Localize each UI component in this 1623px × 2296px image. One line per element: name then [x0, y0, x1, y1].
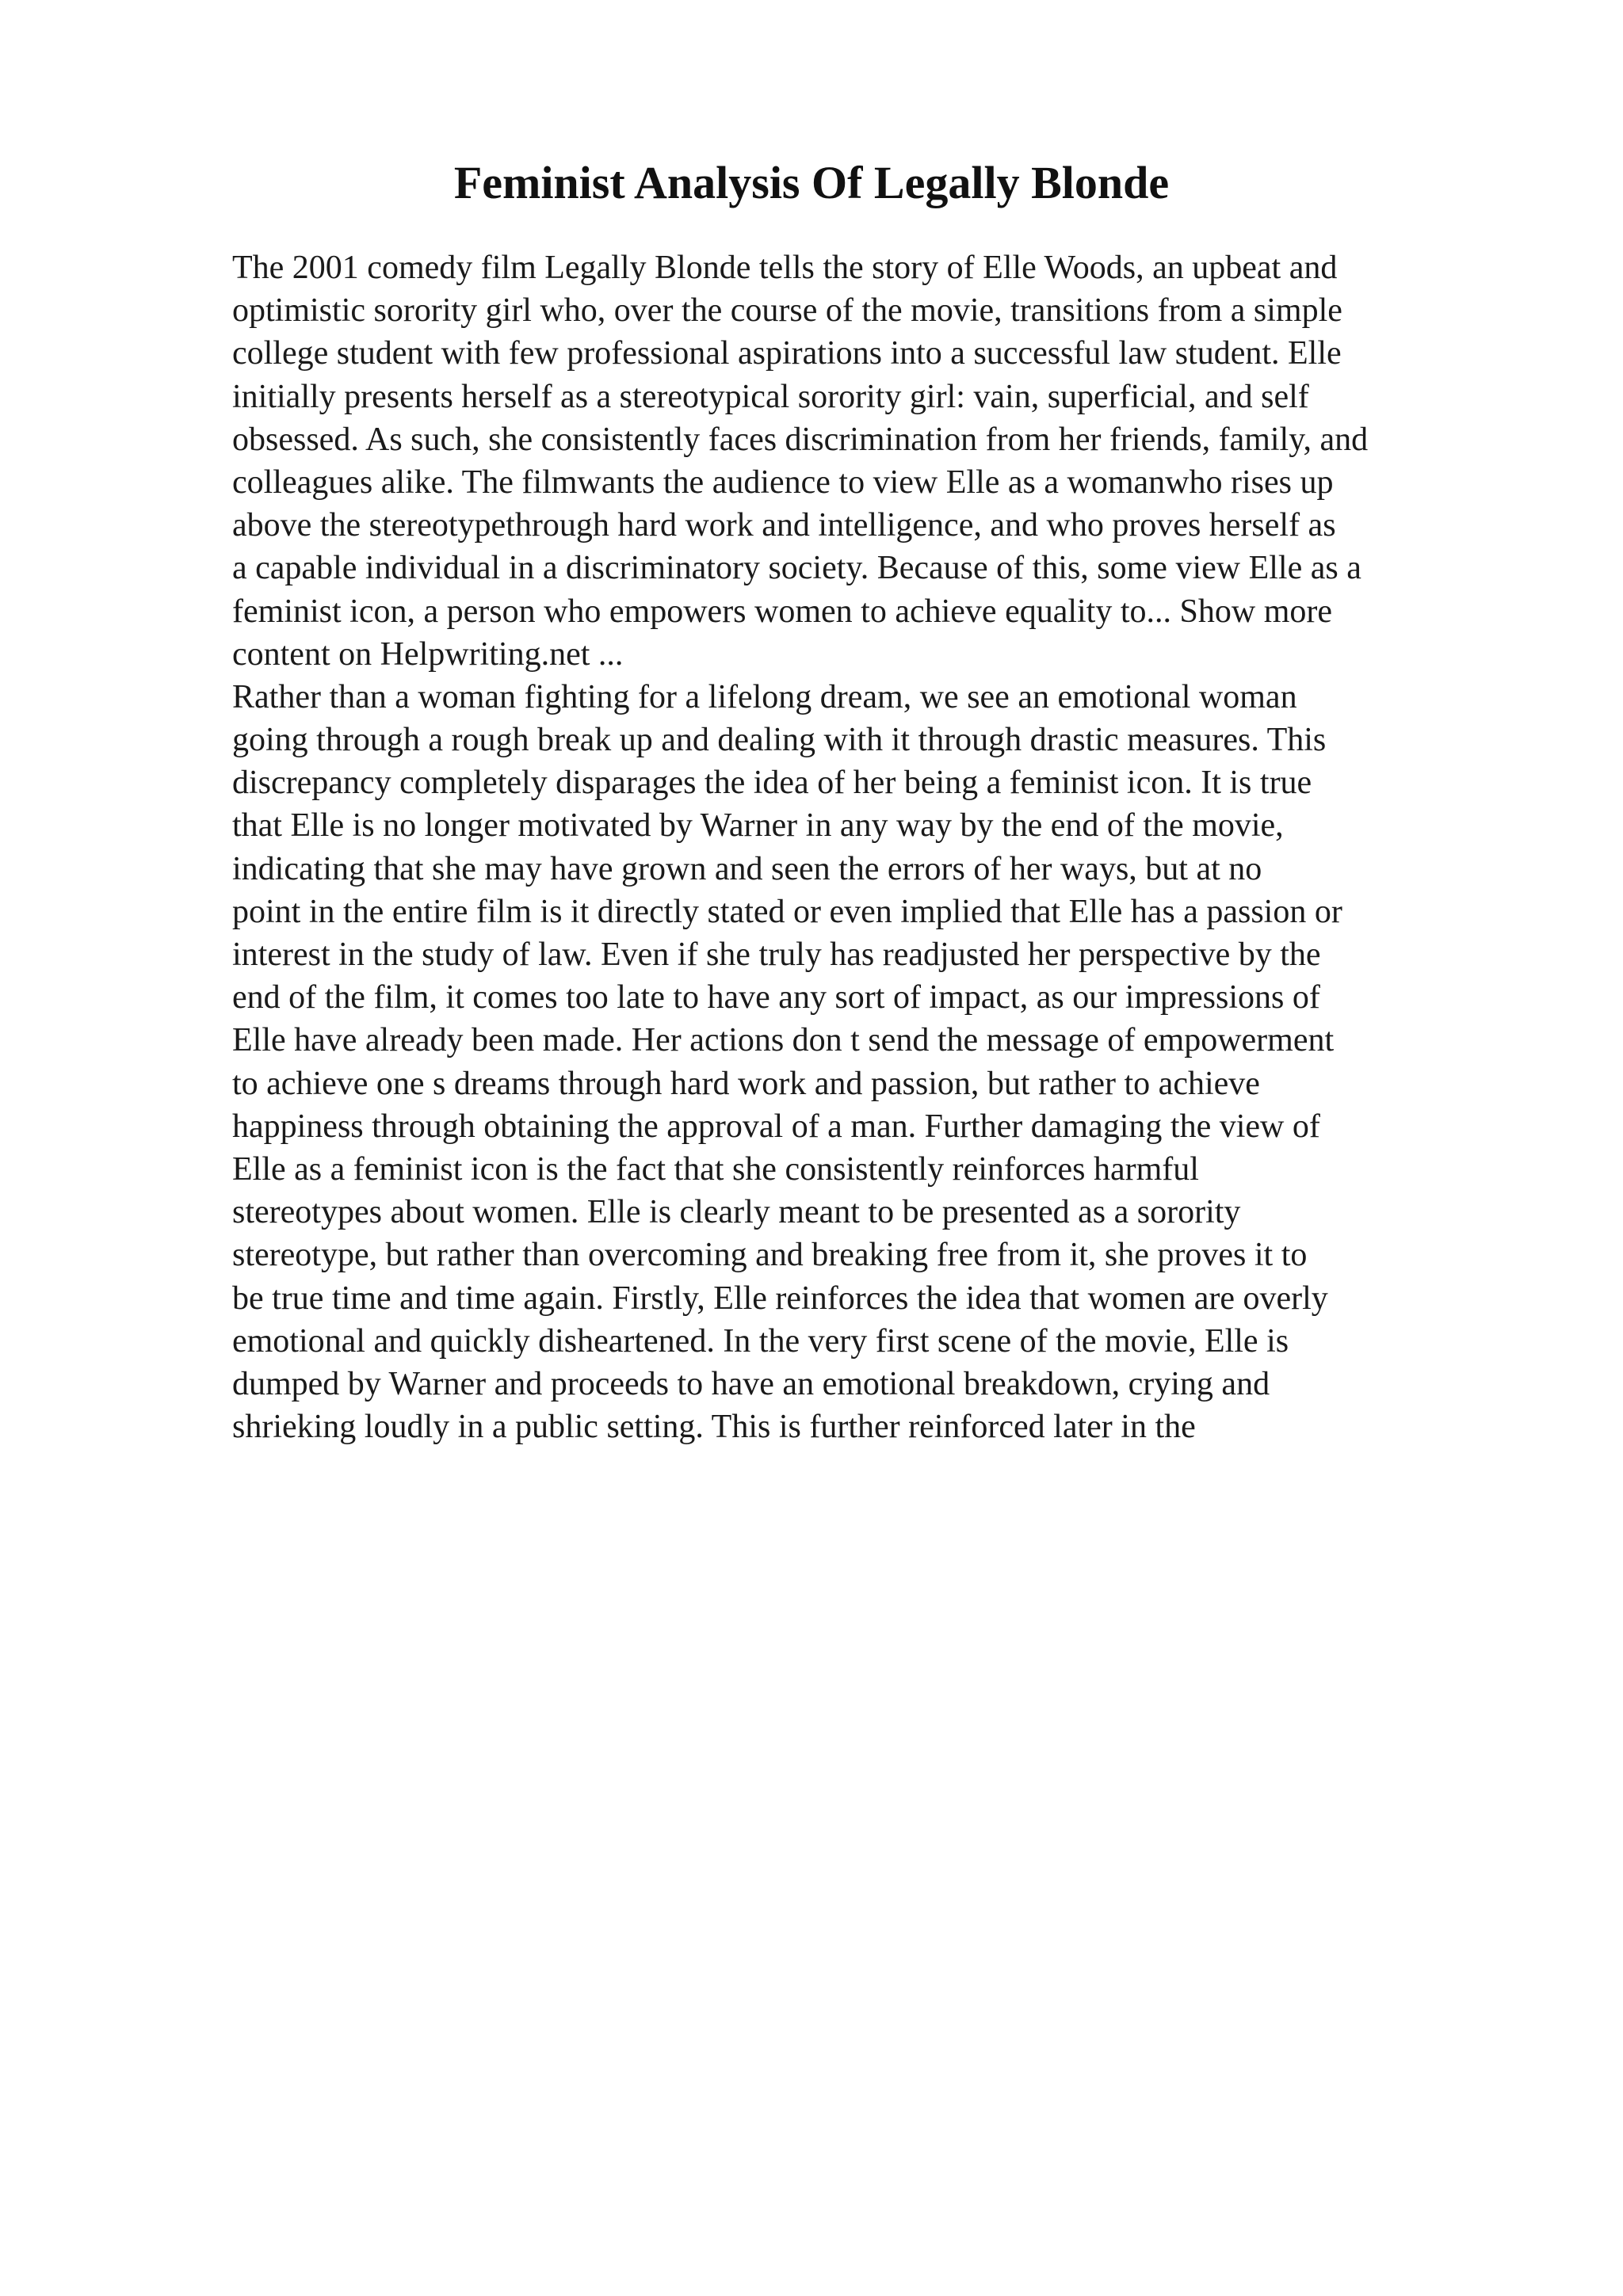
text-line: discrepancy completely disparages the idea of her being a feminist icon. It is true: [232, 765, 1312, 802]
text-line: Elle as a feminist icon is the fact that she consistently reinforces harmful: [232, 1150, 1199, 1188]
text-line: happiness through obtaining the approval of a man. Further damaging the view of: [232, 1108, 1320, 1145]
text-line: stereotype, but rather than overcoming and breaking free from it, she proves it to: [232, 1237, 1308, 1274]
text-line: point in the entire film is it directly stated or even implied that Elle has a passion or: [232, 893, 1342, 930]
text-line: stereotypes about women. Elle is clearly meant to be presented as a sorority: [232, 1194, 1241, 1231]
text-line: Rather than a woman fighting for a lifelong dream, we see an emotional woman: [232, 678, 1297, 715]
text-line: that Elle is no longer motivated by Warner in any way by the end of the movie,: [232, 807, 1284, 845]
text-line: content on Helpwriting.net ...: [232, 635, 624, 673]
text-line: initially presents herself as a stereotypical sorority girl: vain, superficial, and self: [232, 378, 1309, 415]
text-line: above the stereotypethrough hard work and intelligence, and who proves herself as: [232, 507, 1336, 544]
text-line: end of the film, it comes too late to have any sort of impact, as our impressions of: [232, 979, 1320, 1016]
text-line: a capable individual in a discriminatory society. Because of this, some view Elle as a: [232, 550, 1361, 587]
text-line: obsessed. As such, she consistently faces discrimination from her friends, family, and: [232, 421, 1369, 458]
text-line: to achieve one s dreams through hard work and passion, but rather to achieve: [232, 1065, 1260, 1102]
text-line: emotional and quickly disheartened. In the very first scene of the movie, Elle is: [232, 1322, 1289, 1360]
text-line: Elle have already been made. Her actions don t send the message of empowerment: [232, 1022, 1335, 1059]
text-line: indicating that she may have grown and seen the errors of her ways, but at no: [232, 850, 1262, 887]
text-line: going through a rough break up and dealing with it through drastic measures. This: [232, 722, 1327, 759]
text-line: shrieking loudly in a public setting. This is further reinforced later in the: [232, 1409, 1196, 1446]
text-line: feminist icon, a person who empowers women to achieve equality to... Show more: [232, 593, 1333, 630]
text-line: be true time and time again. Firstly, Elle reinforces the idea that women are overly: [232, 1280, 1328, 1317]
document-title: Feminist Analysis Of Legally Blonde: [453, 157, 1170, 208]
text-line: college student with few professional aspirations into a successful law student. Elle: [232, 335, 1342, 372]
text-line: The 2001 comedy film Legally Blonde tells the story of Elle Woods, an upbeat and: [232, 250, 1338, 286]
text-line: colleagues alike. The filmwants the audience to view Elle as a womanwho rises up: [232, 463, 1334, 501]
text-line: optimistic sorority girl who, over the course of the movie, transitions from a simple: [232, 292, 1342, 330]
text-line: interest in the study of law. Even if she truly has readjusted her perspective by the: [232, 936, 1321, 973]
document-body: [232, 246, 1532, 1448]
text-line: dumped by Warner and proceeds to have an emotional breakdown, crying and: [232, 1365, 1270, 1402]
